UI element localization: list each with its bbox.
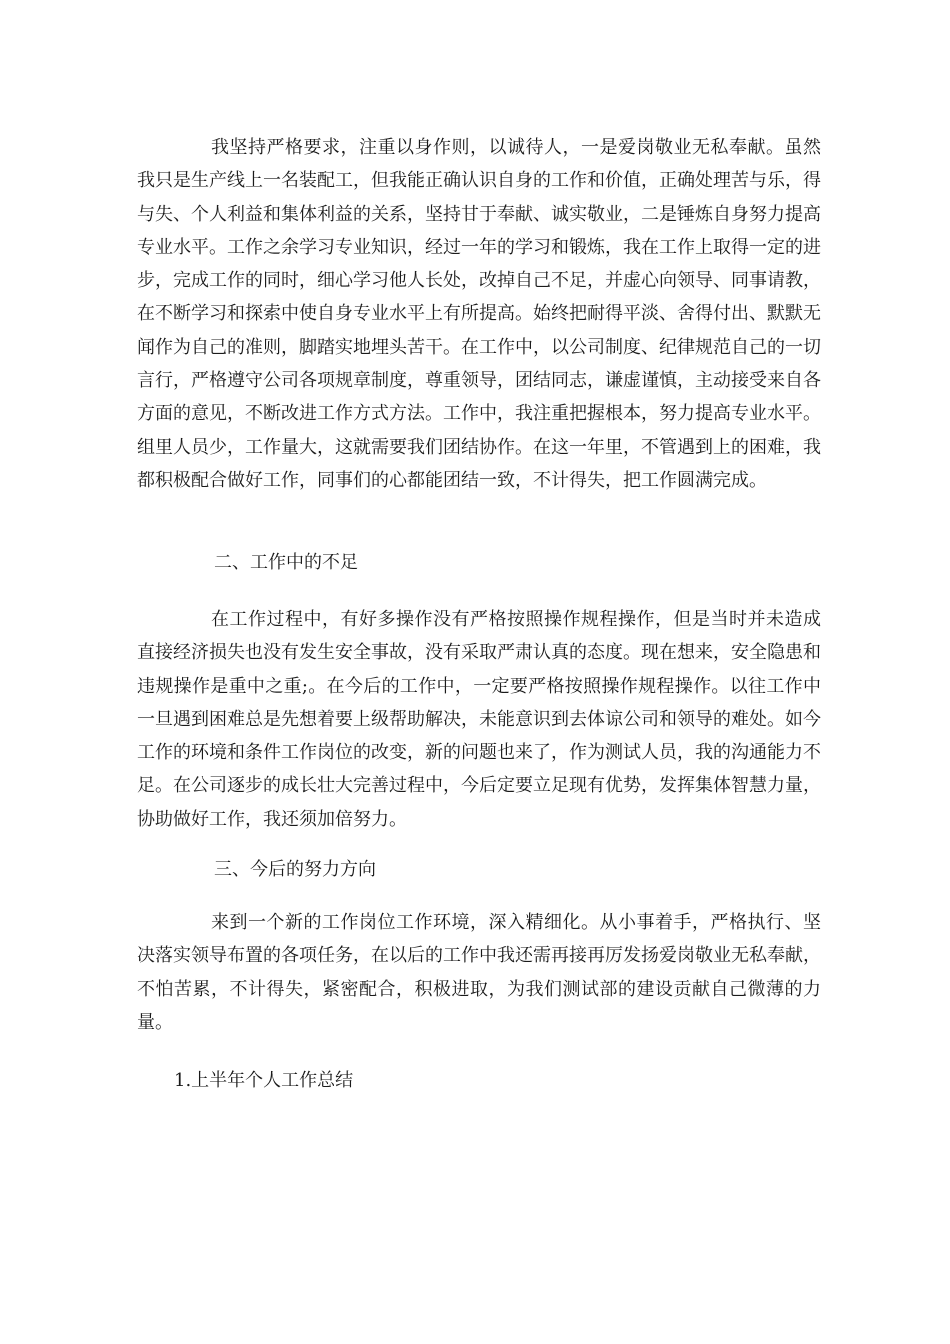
body-paragraph-2: 在工作过程中，有好多操作没有严格按照操作规程操作，但是当时并未造成直接经济损失也没有发生安全事故，没有采取严肃认真的态度。现在想来，安全隐患和违规操作是重中之重;。在今后的工作中，一定要严格按照操作规程操作。以往工作中一旦遇到困难总是先想着要上级帮助解决，未能意识到去体谅公司和领导的难处。如今工作的环境和条件工作岗位的改变，新的问题也来了，作为测试人员，我的沟通能力不足。在公司逐步的成长壮大完善过程中，今后定要立足现有优势，发挥集体智慧力量，协助做好工作，我还须加倍努力。: [137, 609, 821, 830]
section-heading-shortcomings: 二、工作中的不足: [214, 552, 358, 573]
body-paragraph-3: 来到一个新的工作岗位工作环境，深入精细化。从小事着手，严格执行、坚决落实领导布置的各项任务，在以后的工作中我还需再接再厉发扬爱岗敬业无私奉献，不怕苦累，不计得失，紧密配合，积极进取，为我们测试部的建设贡献自己微薄的力量。: [137, 912, 821, 1033]
section-heading-half-year-summary: 1.上半年个人工作总结: [174, 1070, 354, 1091]
body-paragraph-1: 我坚持严格要求，注重以身作则，以诚待人，一是爱岗敬业无私奉献。虽然我只是生产线上一名装配工，但我能正确认识自身的工作和价值，正确处理苦与乐，得与失、个人利益和集体利益的关系，坚持甘于奉献、诚实敬业，二是锤炼自身努力提高专业水平。工作之余学习专业知识，经过一年的学习和锻炼，我在工作上取得一定的进步，完成工作的同时，细心学习他人长处，改掉自己不足，并虚心向领导、同事请教，在不断学习和探索中使自身专业水平上有所提高。始终把耐得平淡、舍得付出、默默无闻作为自己的准则，脚踏实地埋头苦干。在工作中，以公司制度、纪律规范自己的一切言行，严格遵守公司各项规章制度，尊重领导，团结同志，谦虚谨慎，主动接受来自各方面的意见，不断改进工作方式方法。工作中，我注重把握根本，努力提高专业水平。组里人员少，工作量大，这就需要我们团结协作。在这一年里，不管遇到上的困难，我都积极配合做好工作，同事们的心都能团结一致，不计得失，把工作圆满完成。: [137, 137, 821, 491]
section-heading-future-direction: 三、今后的努力方向: [214, 859, 376, 880]
